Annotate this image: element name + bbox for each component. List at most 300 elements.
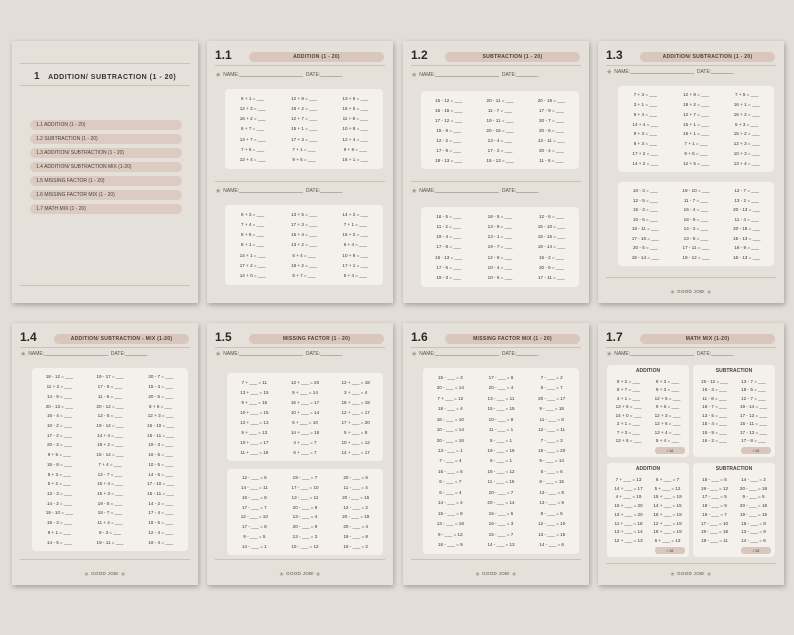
math-problem: 9 + 6 = ___	[655, 404, 680, 410]
page-number: 1.2	[411, 48, 428, 62]
date-label: DATE:________	[110, 351, 148, 357]
math-problem: 16 - 7 = ___	[702, 404, 727, 410]
math-problem: 14 + 0 = ___	[239, 273, 266, 279]
math-problem: 15 - 12 = ___	[435, 97, 463, 103]
math-problem: 18 - 5 = ___	[148, 520, 173, 526]
math-problem: 9 - ___ = 14	[539, 458, 564, 464]
math-problem: 15 - 9 = ___	[436, 127, 461, 133]
page-number: 1.7	[606, 330, 623, 344]
math-problem: 16 - 3 = ___	[702, 387, 727, 393]
star-icon: ★	[315, 572, 322, 578]
math-problem: 20 - 13 = ___	[733, 207, 761, 213]
star-icon: ★	[120, 572, 127, 578]
math-problem: 20 - 18 = ___	[537, 97, 565, 103]
math-problem: 9 + ___ = 15	[241, 399, 268, 405]
page-title: ADDITION/ SUBTRACTION (1 - 20)	[640, 52, 775, 62]
name-label: NAME:_______________________	[223, 72, 304, 78]
math-problem: 10 - 5 = ___	[148, 461, 173, 467]
math-problem: 19 - 14 = ___	[96, 422, 124, 428]
math-problem: 15 - ___ = 3	[438, 374, 463, 380]
math-problem: 6 - ___ = 4	[439, 489, 462, 495]
math-problem: 19 - 3 = ___	[148, 442, 173, 448]
math-problem: 18 + ___ = 19	[653, 529, 682, 535]
star-icon: ★	[511, 572, 518, 578]
math-problem: 9 - 3 = ___	[98, 529, 122, 535]
math-problem: 14 + 4 = ___	[632, 121, 659, 127]
star-icon: ★	[411, 72, 418, 79]
math-problem: 17 - 4 = ___	[148, 510, 173, 516]
math-problem: 7 + 1 = ___	[684, 141, 708, 147]
math-problem: 19 - ___ = 8	[343, 533, 368, 539]
math-problem: 20 - ___ = 18	[739, 503, 768, 509]
star-icon: ★	[669, 290, 676, 296]
math-problem: 6 + 4 = ___	[292, 252, 316, 258]
math-problem: 13 + ___ = 14	[614, 529, 643, 535]
name-label: NAME:_______________________	[419, 188, 500, 194]
math-problem: 5 + 4 = ___	[655, 438, 680, 444]
problem-box	[618, 86, 774, 172]
good-job-footer	[403, 571, 589, 578]
math-problem: 12 + 8 = ___	[291, 95, 317, 101]
star-icon: ★	[215, 351, 222, 358]
math-problem: 10 + ___ = 12	[341, 439, 370, 445]
problem-box	[227, 469, 383, 555]
math-problem: 8 + 3 = ___	[655, 378, 680, 384]
name-label: NAME:_______________________	[419, 351, 500, 357]
math-problem: 14 - 5 = ___	[148, 471, 173, 477]
math-problem: 15 - 3 = ___	[148, 384, 173, 390]
math-problem: 14 + ___ = 15	[653, 503, 682, 509]
page-title: ADDITION/ SUBTRACTION - MIX (1-20)	[54, 334, 189, 344]
math-problem: 17 + 3 = ___	[291, 136, 317, 142]
math-problem: 9 - ___ = 5	[243, 533, 266, 539]
math-problem: 18 - 14 = ___	[631, 254, 659, 260]
math-problem: 14 - 9 = ___	[47, 393, 72, 399]
toc-item[interactable]: 1.6 MISSING FACTOR MIX (1 - 20)	[30, 190, 182, 200]
name-date-line	[411, 187, 538, 195]
math-problem: 6 - ___ = 7	[439, 479, 462, 485]
math-problem: 13 + 6 = ___	[342, 95, 369, 101]
math-problem: 7 + ___ = 12	[437, 395, 464, 401]
math-problem: 13 - ___ = 18	[436, 521, 464, 527]
math-problem: 5 + 2 = ___	[47, 481, 71, 487]
math-problem: 12 + 5 = ___	[654, 395, 681, 401]
math-problem: 12 + 7 = ___	[683, 111, 709, 117]
math-problem: 19 - 11 = ___	[486, 117, 514, 123]
math-problem: 16 + 2 = ___	[239, 116, 266, 122]
math-problem: 17 - 11 = ___	[537, 275, 565, 281]
math-problem: 17 + 3 = ___	[291, 221, 317, 227]
math-problem: 6 + ___ = 7	[655, 476, 680, 482]
math-problem: 9 + 5 = ___	[292, 157, 316, 163]
math-problem: 16 + 4 = ___	[97, 481, 123, 487]
math-problem: 12 + 3 = ___	[239, 105, 266, 111]
math-problem: 10 + 3 = ___	[733, 150, 760, 156]
math-problem: 20 - ___ = 14	[436, 385, 464, 391]
page-title: ADDITION (1 - 20)	[249, 52, 384, 62]
math-problem: 20 - 7 = ___	[148, 374, 173, 380]
math-problem: 9 + 5 = ___	[684, 150, 708, 156]
math-problem: 13 + 5 = ___	[291, 211, 317, 217]
math-problem: 19 - 11 = ___	[96, 539, 124, 545]
toc-item[interactable]: 1.1 ADDITION (1 - 20)	[30, 120, 182, 130]
math-problem: 18 - ___ = 9	[702, 503, 727, 509]
math-problem: 15 + 1 = ___	[291, 126, 317, 132]
page-missing-factor	[207, 323, 393, 585]
toc-item[interactable]: 1.7 MATH MIX (1 - 20)	[30, 204, 182, 214]
math-problem: 13 - ___ = 9	[539, 500, 564, 506]
math-problem: 10 + ___ = 17	[240, 439, 269, 445]
math-problem: 12 - ___ = 5	[242, 475, 267, 481]
math-problem: 12 - 7 = ___	[741, 395, 766, 401]
problem-box	[227, 373, 383, 461]
math-problem: 12 - 4 = ___	[148, 529, 173, 535]
math-problem: 14 + ___ = 16	[290, 429, 320, 435]
name-label: NAME:_______________________	[614, 69, 695, 75]
math-problem: 5 + 4 = ___	[343, 273, 367, 279]
math-problem: 15 - 10 = ___	[537, 223, 565, 229]
math-problem: 13 - ___ = 11	[291, 494, 319, 500]
math-problem: 20 - ___ = 7	[488, 489, 514, 495]
math-problem: 18 - 12 = ___	[45, 374, 73, 380]
star-icon: ★	[606, 351, 613, 358]
good-job-label: GOOD JOB!	[91, 571, 119, 576]
date-label: DATE:________	[696, 351, 734, 357]
good-job-label: GOOD JOB!	[677, 571, 705, 576]
name-label: NAME:_______________________	[419, 72, 500, 78]
page-number: 1.1	[215, 48, 232, 62]
math-problem: 18 + ___ = 19	[341, 399, 370, 405]
problem-box	[423, 368, 579, 554]
problem-box	[225, 89, 383, 169]
math-problem: 8 + 3 = ___	[47, 471, 71, 477]
math-problem: 20 - ___ = 17	[538, 395, 566, 401]
math-problem: 17 + 2 = ___	[632, 150, 659, 156]
math-problem: 5 + 3 = ___	[735, 121, 759, 127]
math-problem: 5 - ___ = 1	[489, 437, 513, 443]
math-problem: 17 - 6 = ___	[436, 265, 461, 271]
math-problem: 18 - 6 = ___	[683, 216, 709, 222]
problem-box	[32, 368, 188, 551]
date-label: DATE:________	[305, 188, 343, 194]
math-problem: 7 + 3 = ___	[633, 92, 657, 98]
math-problem: 11 + ___ = 19	[240, 449, 269, 455]
math-problem: 3 + ___ = 4	[344, 389, 368, 395]
math-problem: 19 - 17 = ___	[96, 374, 124, 380]
math-problem: 12 - ___ = 10	[240, 514, 268, 520]
date-label: DATE:________	[501, 72, 539, 78]
math-problem: 19 - 3 = ___	[47, 520, 72, 526]
math-problem: 13 - 8 = ___	[683, 235, 709, 241]
math-problem: 19 - 4 = ___	[436, 234, 461, 240]
section-heading: ADDITION	[635, 466, 661, 472]
star-icon: ★	[706, 572, 713, 578]
page-toc	[12, 41, 198, 303]
good-job-footer	[598, 289, 784, 296]
math-problem: 13 - ___ = 3	[292, 533, 318, 539]
math-problem: 19 - ___ = 18	[700, 529, 729, 535]
math-problem: 14 + 0 = ___	[615, 412, 642, 418]
math-problem: 20 - 6 = ___	[538, 265, 564, 271]
math-problem: 17 - 13 = ___	[739, 412, 768, 418]
toc-item[interactable]: 1.4 ADDITION/ SUBTRACTION MIX (1-20)	[30, 162, 182, 172]
math-problem: 20 - ___ = 4	[488, 385, 514, 391]
good-job-label: GOOD JOB!	[677, 289, 705, 294]
star-icon: ★	[706, 290, 713, 296]
math-problem: 20 - 6 = ___	[538, 127, 564, 133]
math-problem: 4 + ___ = 19	[615, 494, 642, 500]
math-problem: 9 + 3 = ___	[633, 131, 657, 137]
math-problem: 15 - ___ = 5	[702, 476, 727, 482]
math-problem: 6 + 4 = ___	[343, 242, 367, 248]
date-label: DATE:________	[305, 351, 343, 357]
math-problem: 14 + 2 = ___	[632, 160, 659, 166]
math-problem: 17 - ___ = 7	[242, 504, 267, 510]
date-label: DATE:________	[696, 69, 734, 75]
star-icon: ★	[606, 69, 613, 76]
name-date-line	[20, 350, 147, 358]
page-addition	[207, 41, 393, 303]
math-problem: 16 + ___ = 17	[290, 399, 320, 405]
math-problem: 15 - 4 = ___	[702, 421, 727, 427]
name-date-line	[215, 187, 342, 195]
math-problem: 15 + 3 = ___	[97, 490, 123, 496]
math-problem: 6 + ___ = 10	[292, 419, 318, 425]
math-problem: 13 - ___ = 11	[487, 395, 515, 401]
math-problem: 4 + ___ = 7	[293, 439, 317, 445]
math-problem: 18 + 2 = ___	[291, 105, 317, 111]
name-label: NAME:_______________________	[614, 351, 695, 357]
math-problem: 12 - ___ = 2	[343, 504, 368, 510]
math-problem: 13 + 2 = ___	[291, 242, 317, 248]
math-problem: 6 - ___ = 1	[489, 458, 513, 464]
math-problem: 19 - 3 = ___	[436, 275, 461, 281]
math-problem: 15 + 2 = ___	[342, 232, 369, 238]
math-problem: 10 + ___ = 15	[240, 409, 269, 415]
name-date-line	[606, 350, 733, 358]
math-problem: 11 + 2 = ___	[46, 384, 73, 390]
math-problem: 17 - ___ = 10	[700, 520, 729, 526]
math-problem: 19 - 10 = ___	[682, 188, 710, 194]
toc-item[interactable]: 1.2 SUBTRACTION (1 - 20)	[30, 134, 182, 144]
math-problem: 13 - 9 = ___	[487, 223, 513, 229]
math-problem: 19 - 10 = ___	[45, 510, 73, 516]
math-problem: 19 - 5 = ___	[97, 500, 123, 506]
math-problem: 6 + 1 = ___	[241, 95, 265, 101]
math-problem: 3 + 1 = ___	[633, 102, 657, 108]
score-badge: / 16	[655, 447, 685, 454]
math-problem: 15 - ___ = 7	[488, 531, 514, 537]
math-problem: 15 - ___ = 5	[488, 510, 514, 516]
math-problem: 14 + 1 = ___	[239, 252, 266, 258]
date-label: DATE:________	[501, 188, 539, 194]
math-problem: 18 - 5 = ___	[741, 387, 766, 393]
math-problem: 15 - ___ = 8	[741, 520, 766, 526]
math-problem: 15 - 11 = ___	[147, 490, 175, 496]
math-problem: 12 + 3 = ___	[733, 141, 760, 147]
math-problem: 15 + ___ = 20	[614, 503, 643, 509]
math-problem: 6 - ___ = 6	[540, 468, 563, 474]
math-problem: 20 - ___ = 18	[342, 514, 370, 520]
math-problem: 10 - 6 = ___	[633, 216, 658, 222]
math-problem: 13 + ___ = 20	[290, 379, 320, 385]
math-problem: 18 - 7 = ___	[97, 510, 123, 516]
toc-item[interactable]: 1.3 ADDITION/ SUBTRACTION (1 - 20)	[30, 148, 182, 158]
math-problem: 11 - ___ = 1	[488, 427, 514, 433]
math-problem: 17 - ___ = 5	[702, 494, 727, 500]
math-problem: 16 - 11 = ___	[631, 226, 659, 232]
math-problem: 15 - 11 = ___	[740, 421, 767, 427]
problem-box	[421, 91, 579, 169]
math-problem: 17 - ___ = 6	[488, 374, 514, 380]
math-problem: 12 + 4 = ___	[342, 136, 369, 142]
math-problem: 13 - 5 = ___	[702, 412, 727, 418]
math-problem: 9 + 2 = ___	[616, 378, 641, 384]
math-problem: 12 - ___ = 11	[538, 427, 566, 433]
date-label: DATE:________	[501, 351, 539, 357]
math-problem: 18 + 2 = ___	[291, 263, 317, 269]
star-icon: ★	[474, 572, 481, 578]
page-title: MATH MIX (1-20)	[640, 334, 775, 344]
name-date-line	[215, 350, 342, 358]
problem-box	[225, 205, 383, 285]
math-problem: 20 - 11 = ___	[486, 97, 514, 103]
math-problem: 15 - 8 = ___	[47, 461, 72, 467]
math-problem: 13 - ___ = 4	[292, 514, 318, 520]
math-problem: 12 - 6 = ___	[538, 213, 564, 219]
math-problem: 18 - ___ = 4	[438, 406, 463, 412]
page-title: MISSING FACTOR MIX (1 - 20)	[445, 334, 580, 344]
name-label: NAME:_______________________	[223, 351, 304, 357]
math-problem: 20 - ___ = 9	[292, 524, 318, 530]
math-problem: 19 - ___ = 15	[739, 511, 768, 517]
page-number: 1.3	[606, 48, 623, 62]
section-heading: SUBTRACTION	[715, 368, 753, 374]
math-problem: 16 - ___ = 10	[436, 416, 464, 422]
math-problem: 9 + 5 = ___	[47, 452, 71, 458]
star-icon: ★	[215, 188, 222, 195]
good-job-footer	[598, 571, 784, 578]
math-problem: 19 - ___ = 16	[487, 448, 515, 454]
problem-box	[618, 182, 774, 266]
math-problem: 18 + 2 = ___	[683, 102, 709, 108]
math-problem: 15 - 13 = ___	[486, 157, 514, 163]
math-problem: 10 - ___ = 8	[488, 416, 514, 422]
math-problem: 20 - 18 = ___	[733, 226, 761, 232]
math-problem: 4 + 1 = ___	[616, 395, 641, 401]
math-problem: 11 + ___ = 18	[614, 520, 643, 526]
math-problem: 13 - 1 = ___	[487, 234, 513, 240]
math-problem: 15 - ___ = 7	[702, 511, 727, 517]
math-problem: 6 + 3 = ___	[241, 211, 265, 217]
math-problem: 17 - 12 = ___	[435, 117, 463, 123]
page-title: MISSING FACTOR (1 - 20)	[249, 334, 384, 344]
math-problem: 17 - 9 = ___	[436, 147, 461, 153]
math-problem: 8 + 7 = ___	[292, 273, 316, 279]
math-problem: 7 + 5 = ___	[241, 147, 265, 153]
math-problem: 16 - 10 = ___	[147, 422, 175, 428]
math-problem: 19 - 14 = ___	[739, 404, 768, 410]
math-problem: 14 - 2 = ___	[47, 500, 72, 506]
math-problem: 13 + ___ = 15	[240, 389, 269, 395]
math-problem: 12 - 7 = ___	[97, 471, 123, 477]
math-problem: 7 - ___ = 3	[540, 437, 563, 443]
name-date-line	[411, 71, 538, 79]
math-problem: 17 - 2 = ___	[47, 432, 72, 438]
problem-grid	[695, 475, 773, 545]
math-problem: 14 + ___ = 17	[341, 449, 370, 455]
math-problem: 10 + ___ = 14	[290, 409, 320, 415]
math-problem: 16 - ___ = 8	[242, 494, 267, 500]
toc-item[interactable]: 1.5 MISSING FACTOR (1 - 20)	[30, 176, 182, 186]
math-problem: 8 + 7 = ___	[241, 126, 265, 132]
math-problem: 10 - 5 = ___	[487, 275, 513, 281]
math-problem: 12 + ___ = 18	[341, 379, 370, 385]
page-number: 1.6	[411, 330, 428, 344]
math-problem: 20 - ___ = 6	[343, 475, 368, 481]
name-date-line	[411, 350, 538, 358]
math-problem: 7 + 1 = ___	[292, 147, 316, 153]
math-problem: 13 - 2 = ___	[734, 197, 759, 203]
math-problem: 9 + 1 = ___	[47, 529, 71, 535]
addition-section	[607, 365, 689, 457]
math-problem: 19 - 12 = ___	[682, 254, 710, 260]
star-icon: ★	[669, 572, 676, 578]
math-problem: 14 + 2 = ___	[342, 211, 369, 217]
star-icon: ★	[20, 351, 27, 358]
name-date-line	[215, 71, 342, 79]
math-problem: 7 + ___ = 13	[615, 476, 642, 482]
good-job-footer	[12, 571, 198, 578]
math-problem: 17 - ___ = 10	[291, 485, 319, 491]
math-problem: 19 + 2 = ___	[97, 442, 123, 448]
math-problem: 7 - ___ = 4	[439, 458, 462, 464]
math-problem: 5 + ___ = 12	[654, 485, 681, 491]
math-problem: 8 + 3 = ___	[633, 141, 657, 147]
math-problem: 7 + ___ = 11	[241, 379, 268, 385]
math-problem: 11 - 4 = ___	[734, 216, 759, 222]
math-problem: 14 - 2 = ___	[148, 500, 173, 506]
math-problem: 19 - 4 = ___	[148, 539, 173, 545]
math-problem: 17 - 16 = ___	[631, 235, 659, 241]
math-problem: 17 - 11 = ___	[682, 245, 710, 251]
math-problem: 7 + 1 = ___	[343, 221, 367, 227]
star-icon: ★	[411, 188, 418, 195]
math-problem: 19 - ___ = 20	[538, 448, 566, 454]
math-problem: 9 + 4 = ___	[633, 111, 657, 117]
math-problem: 8 + 1 = ___	[241, 242, 265, 248]
math-problem: 17 + ___ = 20	[341, 419, 370, 425]
math-problem: 9 + ___ = 13	[241, 429, 268, 435]
math-problem: 20 - ___ = 9	[292, 504, 318, 510]
math-problem: 7 + 4 = ___	[98, 461, 122, 467]
subtraction-section	[693, 365, 775, 457]
math-problem: 15 - 3 = ___	[633, 207, 658, 213]
math-problem: 15 - ___ = 5	[438, 468, 463, 474]
addition-missing-section	[607, 463, 689, 557]
math-problem: 16 - 5 = ___	[436, 213, 461, 219]
score-badge: / 16	[741, 447, 771, 454]
math-problem: 16 - 13 = ___	[733, 254, 761, 260]
math-problem: 17 + 1 = ___	[342, 263, 369, 269]
math-problem: 16 - ___ = 9	[438, 542, 463, 548]
math-problem: 13 + ___ = 20	[614, 511, 643, 517]
math-problem: 17 - 9 = ___	[538, 107, 564, 113]
math-problem: 14 + ___ = 17	[614, 485, 643, 491]
math-problem: 9 - ___ = 5	[742, 494, 765, 500]
math-problem: 20 - 5 = ___	[148, 393, 173, 399]
math-problem: 14 - ___ = 13	[487, 542, 515, 548]
